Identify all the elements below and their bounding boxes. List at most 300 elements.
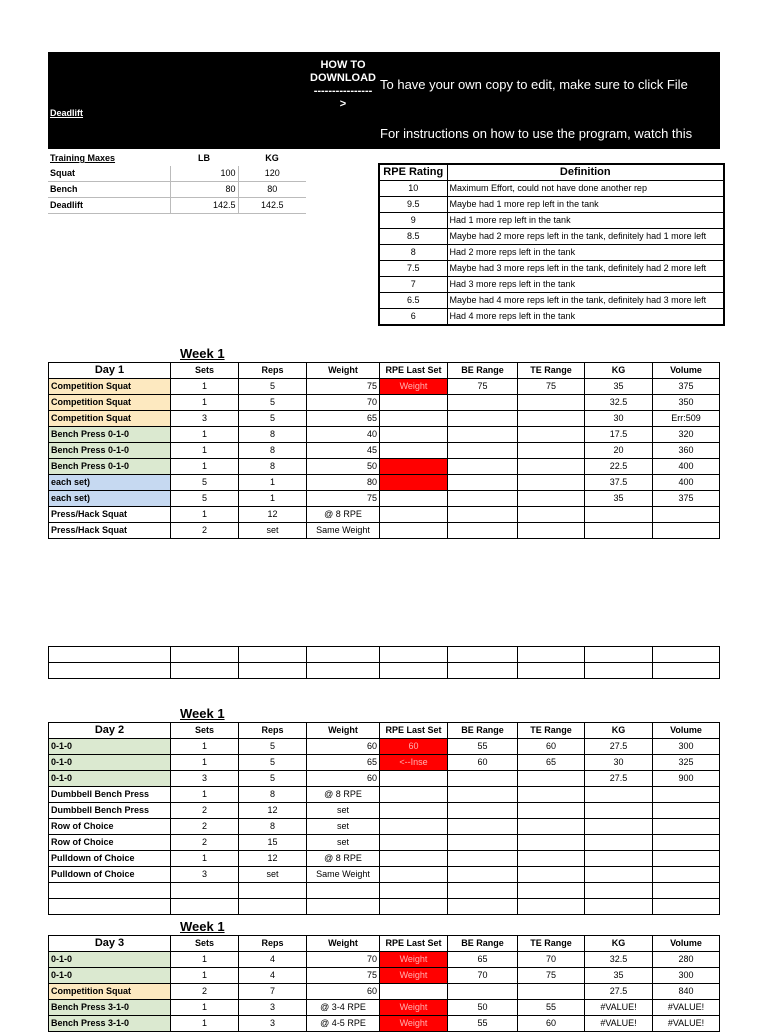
exercise-row [49, 851, 720, 867]
maxes-row [48, 182, 306, 198]
cell-weight: @ 8 RPE [307, 507, 380, 523]
cell-sets: 3 [171, 867, 239, 883]
max-lift-name: Deadlift [48, 198, 170, 214]
cell-be [448, 787, 518, 803]
cell-rpe[interactable]: <--Inse [380, 755, 448, 771]
day-3-table [48, 935, 720, 1032]
day-2-table [48, 722, 720, 915]
cell-kg: 35 [585, 379, 653, 395]
cell-be [448, 427, 518, 443]
cell-kg: 30 [585, 755, 653, 771]
exercise-name: Row of Choice [49, 835, 171, 851]
exercise-row [49, 507, 720, 523]
cell-te [518, 475, 585, 491]
cell-weight: 60 [307, 739, 380, 755]
cell-kg [585, 867, 653, 883]
cell-kg: 32.5 [585, 952, 653, 968]
cell-weight: 60 [307, 984, 380, 1000]
cell-vol: 375 [653, 491, 720, 507]
cell-vol: 325 [653, 755, 720, 771]
exercise-row [49, 803, 720, 819]
cell-reps: 1 [239, 491, 307, 507]
column-header: Volume [653, 723, 720, 739]
column-header: Volume [653, 936, 720, 952]
cell-te [518, 427, 585, 443]
max-kg-cell[interactable]: 120 [238, 166, 306, 182]
rpe-rating-header: RPE Rating [379, 164, 447, 181]
exercise-name: 0-1-0 [49, 771, 171, 787]
cell-te: 60 [518, 1016, 585, 1032]
cell-kg [585, 819, 653, 835]
cell-reps: 5 [239, 395, 307, 411]
cell-te [518, 411, 585, 427]
exercise-row [49, 952, 720, 968]
rpe-definition: Had 4 more reps left in the tank [447, 309, 724, 326]
cell-reps: 8 [239, 787, 307, 803]
cell-sets: 1 [171, 968, 239, 984]
cell-reps: 5 [239, 755, 307, 771]
column-header: Sets [171, 363, 239, 379]
cell-vol: #VALUE! [653, 1000, 720, 1016]
exercise-name: 0-1-0 [49, 755, 171, 771]
cell-weight: 80 [307, 475, 380, 491]
column-header-row [49, 723, 720, 739]
cell-kg [585, 851, 653, 867]
cell-rpe[interactable] [380, 443, 448, 459]
cell-rpe[interactable]: 60 [380, 739, 448, 755]
cell-kg: 37.5 [585, 475, 653, 491]
cell-vol: 320 [653, 427, 720, 443]
day-1-table [48, 362, 720, 539]
column-header: Weight [307, 723, 380, 739]
cell-kg: 22.5 [585, 459, 653, 475]
cell-vol [653, 787, 720, 803]
cell-reps: set [239, 523, 307, 539]
day-label: Day 3 [49, 936, 171, 952]
rpe-value: 9 [379, 213, 447, 229]
cell-vol: 400 [653, 475, 720, 491]
rpe-value: 10 [379, 181, 447, 197]
cell-rpe[interactable] [380, 867, 448, 883]
column-header: KG [585, 363, 653, 379]
how-to-line-2: DOWNLOAD [310, 72, 376, 84]
cell-reps: 5 [239, 739, 307, 755]
cell-vol: 350 [653, 395, 720, 411]
column-header: Reps [239, 363, 307, 379]
cell-te [518, 507, 585, 523]
cell-sets: 3 [171, 411, 239, 427]
how-to-download-link[interactable] [306, 59, 380, 111]
cell-te: 75 [518, 968, 585, 984]
cell-reps: 8 [239, 443, 307, 459]
cell-be: 55 [448, 1016, 518, 1032]
cell-vol: 840 [653, 984, 720, 1000]
cell-sets: 1 [171, 427, 239, 443]
cell-sets: 1 [171, 459, 239, 475]
cell-be [448, 867, 518, 883]
cell-rpe[interactable] [380, 771, 448, 787]
cell-kg: 32.5 [585, 395, 653, 411]
rpe-row [379, 277, 724, 293]
cell-rpe[interactable] [380, 507, 448, 523]
cell-kg [585, 835, 653, 851]
exercise-row [49, 867, 720, 883]
maxes-header-row [48, 151, 306, 166]
cell-rpe[interactable] [380, 787, 448, 803]
exercise-name: Bench Press 0-1-0 [49, 443, 171, 459]
exercise-row [49, 427, 720, 443]
exercise-row [49, 739, 720, 755]
cell-sets: 3 [171, 771, 239, 787]
rpe-value: 6.5 [379, 293, 447, 309]
cell-reps: 4 [239, 968, 307, 984]
cell-reps: 15 [239, 835, 307, 851]
cell-rpe[interactable] [380, 819, 448, 835]
cell-weight: 75 [307, 968, 380, 984]
rpe-row [379, 197, 724, 213]
exercise-row [49, 379, 720, 395]
max-lb-cell[interactable]: 142.5 [170, 198, 238, 214]
max-lb-cell[interactable]: 100 [170, 166, 238, 182]
cell-rpe[interactable]: Weight [380, 1000, 448, 1016]
cell-rpe[interactable]: Weight [380, 968, 448, 984]
column-header-row [49, 363, 720, 379]
exercise-name: Competition Squat [49, 379, 171, 395]
exercise-row [49, 755, 720, 771]
column-header: TE Range [518, 936, 585, 952]
cell-be [448, 819, 518, 835]
cell-rpe[interactable] [380, 411, 448, 427]
rpe-definition: Had 3 more reps left in the tank [447, 277, 724, 293]
cell-vol [653, 819, 720, 835]
cell-rpe[interactable] [380, 835, 448, 851]
cell-weight: @ 8 RPE [307, 787, 380, 803]
cell-vol: 300 [653, 739, 720, 755]
exercise-row [49, 819, 720, 835]
cell-te: 65 [518, 755, 585, 771]
blank-rows [48, 646, 720, 679]
cell-be: 65 [448, 952, 518, 968]
column-header: KG [585, 936, 653, 952]
cell-reps: 8 [239, 459, 307, 475]
cell-te [518, 443, 585, 459]
cell-rpe[interactable]: Weight [380, 952, 448, 968]
day-label: Day 2 [49, 723, 171, 739]
cell-rpe[interactable] [380, 984, 448, 1000]
blank-row[interactable] [49, 663, 720, 679]
cell-reps: 12 [239, 803, 307, 819]
cell-weight: 75 [307, 491, 380, 507]
instructions-banner [48, 52, 720, 149]
cell-sets: 2 [171, 835, 239, 851]
cell-sets: 2 [171, 803, 239, 819]
rpe-row [379, 261, 724, 277]
cell-reps: set [239, 867, 307, 883]
cell-be [448, 984, 518, 1000]
exercise-row [49, 984, 720, 1000]
cell-te [518, 803, 585, 819]
cell-be: 70 [448, 968, 518, 984]
column-header: KG [585, 723, 653, 739]
cell-be: 55 [448, 739, 518, 755]
cell-weight: @ 8 RPE [307, 851, 380, 867]
cell-vol: 375 [653, 379, 720, 395]
cell-te [518, 491, 585, 507]
cell-sets: 1 [171, 787, 239, 803]
how-to-line-4: > [339, 98, 347, 110]
column-header: TE Range [518, 723, 585, 739]
column-header: RPE Last Set [380, 723, 448, 739]
rpe-definition: Had 2 more reps left in the tank [447, 245, 724, 261]
cell-te: 55 [518, 1000, 585, 1016]
cell-weight: 60 [307, 771, 380, 787]
video-instruction-text: For instructions on how to use the program, watch this [380, 126, 693, 141]
exercise-name: Press/Hack Squat [49, 523, 171, 539]
cell-sets: 1 [171, 851, 239, 867]
exercise-name: Dumbbell Bench Press [49, 803, 171, 819]
cell-reps: 7 [239, 984, 307, 1000]
cell-vol: 300 [653, 968, 720, 984]
cell-reps: 12 [239, 851, 307, 867]
cell-be: 60 [448, 755, 518, 771]
exercise-row [49, 787, 720, 803]
exercise-row [49, 395, 720, 411]
cell-reps: 5 [239, 771, 307, 787]
training-maxes-table [48, 151, 306, 214]
cell-be [448, 803, 518, 819]
blank-row[interactable] [49, 647, 720, 663]
cell-be [448, 459, 518, 475]
exercise-row [49, 411, 720, 427]
rpe-row [379, 309, 724, 326]
cell-vol: 360 [653, 443, 720, 459]
rpe-value: 9.5 [379, 197, 447, 213]
cell-be [448, 443, 518, 459]
maxes-title: Training Maxes [50, 153, 116, 163]
rpe-definition: Maximum Effort, could not have done another rep [447, 181, 724, 197]
rpe-value: 7.5 [379, 261, 447, 277]
rpe-definition: Maybe had 2 more reps left in the tank, definitely had 1 more left [447, 229, 724, 245]
cell-rpe[interactable] [380, 803, 448, 819]
cell-be [448, 475, 518, 491]
cell-te [518, 984, 585, 1000]
exercise-name: each set) [49, 475, 171, 491]
cell-rpe[interactable]: Weight [380, 1016, 448, 1032]
day-label: Day 1 [49, 363, 171, 379]
how-to-line-1: HOW TO [320, 59, 366, 71]
cell-vol: 280 [653, 952, 720, 968]
cell-kg: 35 [585, 968, 653, 984]
cell-rpe[interactable] [380, 475, 448, 491]
cell-vol [653, 835, 720, 851]
rpe-value: 6 [379, 309, 447, 326]
cell-kg [585, 523, 653, 539]
cell-reps: 4 [239, 952, 307, 968]
exercise-row [49, 475, 720, 491]
cell-vol [653, 507, 720, 523]
cell-te [518, 523, 585, 539]
cell-reps: 1 [239, 475, 307, 491]
exercise-name: each set) [49, 491, 171, 507]
cell-kg: #VALUE! [585, 1016, 653, 1032]
cell-te [518, 867, 585, 883]
cell-vol [653, 803, 720, 819]
cell-kg: 27.5 [585, 739, 653, 755]
column-header: Reps [239, 936, 307, 952]
cell-reps: 3 [239, 1016, 307, 1032]
column-header: BE Range [448, 723, 518, 739]
cell-kg: 35 [585, 491, 653, 507]
deadlift-link[interactable]: Deadlift [50, 108, 84, 118]
column-header: Sets [171, 936, 239, 952]
cell-te [518, 851, 585, 867]
exercise-row [49, 459, 720, 475]
cell-sets: 5 [171, 475, 239, 491]
rpe-row [379, 293, 724, 309]
cell-weight: 75 [307, 379, 380, 395]
exercise-row [49, 835, 720, 851]
rpe-definition: Maybe had 3 more reps left in the tank, definitely had 2 more left [447, 261, 724, 277]
rpe-value: 8 [379, 245, 447, 261]
cell-weight: set [307, 819, 380, 835]
cell-te [518, 819, 585, 835]
cell-te: 70 [518, 952, 585, 968]
cell-rpe[interactable] [380, 395, 448, 411]
cell-weight: 65 [307, 411, 380, 427]
cell-weight: @ 4-5 RPE [307, 1016, 380, 1032]
exercise-name: 0-1-0 [49, 739, 171, 755]
cell-kg: 27.5 [585, 771, 653, 787]
cell-te [518, 395, 585, 411]
cell-rpe[interactable] [380, 491, 448, 507]
cell-kg: 30 [585, 411, 653, 427]
cell-weight: 40 [307, 427, 380, 443]
exercise-name: Competition Squat [49, 984, 171, 1000]
column-header: Reps [239, 723, 307, 739]
exercise-name: Bench Press 0-1-0 [49, 459, 171, 475]
rpe-row [379, 213, 724, 229]
max-lift-name: Bench [48, 182, 170, 198]
cell-sets: 5 [171, 491, 239, 507]
exercise-name: Press/Hack Squat [49, 507, 171, 523]
cell-vol: #VALUE! [653, 1016, 720, 1032]
cell-vol: Err:509 [653, 411, 720, 427]
rpe-value: 8.5 [379, 229, 447, 245]
maxes-lb-header: LB [198, 153, 210, 163]
exercise-name: Pulldown of Choice [49, 867, 171, 883]
cell-rpe[interactable] [380, 523, 448, 539]
blank-row[interactable] [49, 883, 720, 899]
blank-row[interactable] [49, 899, 720, 915]
week-title: Week 1 [180, 346, 225, 361]
cell-be [448, 507, 518, 523]
cell-sets: 1 [171, 1000, 239, 1016]
exercise-name: Bench Press 0-1-0 [49, 427, 171, 443]
cell-kg: #VALUE! [585, 1000, 653, 1016]
max-lb-cell[interactable]: 80 [170, 182, 238, 198]
exercise-row [49, 968, 720, 984]
cell-sets: 1 [171, 395, 239, 411]
exercise-name: 0-1-0 [49, 952, 171, 968]
cell-vol [653, 523, 720, 539]
week-title: Week 1 [180, 919, 225, 934]
exercise-name: Dumbbell Bench Press [49, 787, 171, 803]
cell-reps: 5 [239, 411, 307, 427]
max-kg-cell[interactable]: 142.5 [238, 198, 306, 214]
copy-instruction-text: To have your own copy to edit, make sure to click File [380, 77, 688, 92]
cell-vol: 400 [653, 459, 720, 475]
rpe-definition: Maybe had 4 more reps left in the tank, definitely had 3 more left [447, 293, 724, 309]
exercise-name: Bench Press 3-1-0 [49, 1016, 171, 1032]
cell-sets: 2 [171, 523, 239, 539]
cell-reps: 8 [239, 819, 307, 835]
exercise-row [49, 1000, 720, 1016]
cell-be [448, 851, 518, 867]
rpe-row [379, 245, 724, 261]
cell-sets: 1 [171, 507, 239, 523]
cell-sets: 1 [171, 755, 239, 771]
cell-weight: 70 [307, 952, 380, 968]
exercise-row [49, 523, 720, 539]
rpe-definition-header: Definition [447, 164, 724, 181]
column-header: Sets [171, 723, 239, 739]
cell-sets: 1 [171, 1016, 239, 1032]
max-kg-cell[interactable]: 80 [238, 182, 306, 198]
cell-weight: set [307, 835, 380, 851]
column-header: BE Range [448, 936, 518, 952]
cell-be: 75 [448, 379, 518, 395]
cell-sets: 1 [171, 739, 239, 755]
cell-weight: 50 [307, 459, 380, 475]
how-to-line-3: ---------------- [313, 85, 373, 97]
cell-vol: 900 [653, 771, 720, 787]
column-header: RPE Last Set [380, 936, 448, 952]
cell-weight: Same Weight [307, 523, 380, 539]
max-lift-name: Squat [48, 166, 170, 182]
cell-rpe[interactable] [380, 851, 448, 867]
exercise-name: Pulldown of Choice [49, 851, 171, 867]
rpe-definition: Had 1 more rep left in the tank [447, 213, 724, 229]
cell-reps: 5 [239, 379, 307, 395]
cell-kg [585, 507, 653, 523]
column-header: BE Range [448, 363, 518, 379]
exercise-row [49, 491, 720, 507]
exercise-name: Competition Squat [49, 411, 171, 427]
cell-weight: 70 [307, 395, 380, 411]
cell-reps: 8 [239, 427, 307, 443]
exercise-name: Bench Press 3-1-0 [49, 1000, 171, 1016]
cell-kg: 27.5 [585, 984, 653, 1000]
cell-te [518, 835, 585, 851]
cell-rpe[interactable] [380, 427, 448, 443]
column-header: Weight [307, 363, 380, 379]
exercise-row [49, 771, 720, 787]
cell-weight: 45 [307, 443, 380, 459]
exercise-name: Row of Choice [49, 819, 171, 835]
cell-reps: 3 [239, 1000, 307, 1016]
cell-kg [585, 787, 653, 803]
cell-te: 60 [518, 739, 585, 755]
rpe-definition: Maybe had 1 more rep left in the tank [447, 197, 724, 213]
cell-rpe[interactable]: Weight [380, 379, 448, 395]
cell-sets: 2 [171, 984, 239, 1000]
cell-vol [653, 867, 720, 883]
cell-weight: @ 3-4 RPE [307, 1000, 380, 1016]
cell-rpe[interactable] [380, 459, 448, 475]
cell-kg: 17.5 [585, 427, 653, 443]
column-header: RPE Last Set [380, 363, 448, 379]
cell-kg: 20 [585, 443, 653, 459]
